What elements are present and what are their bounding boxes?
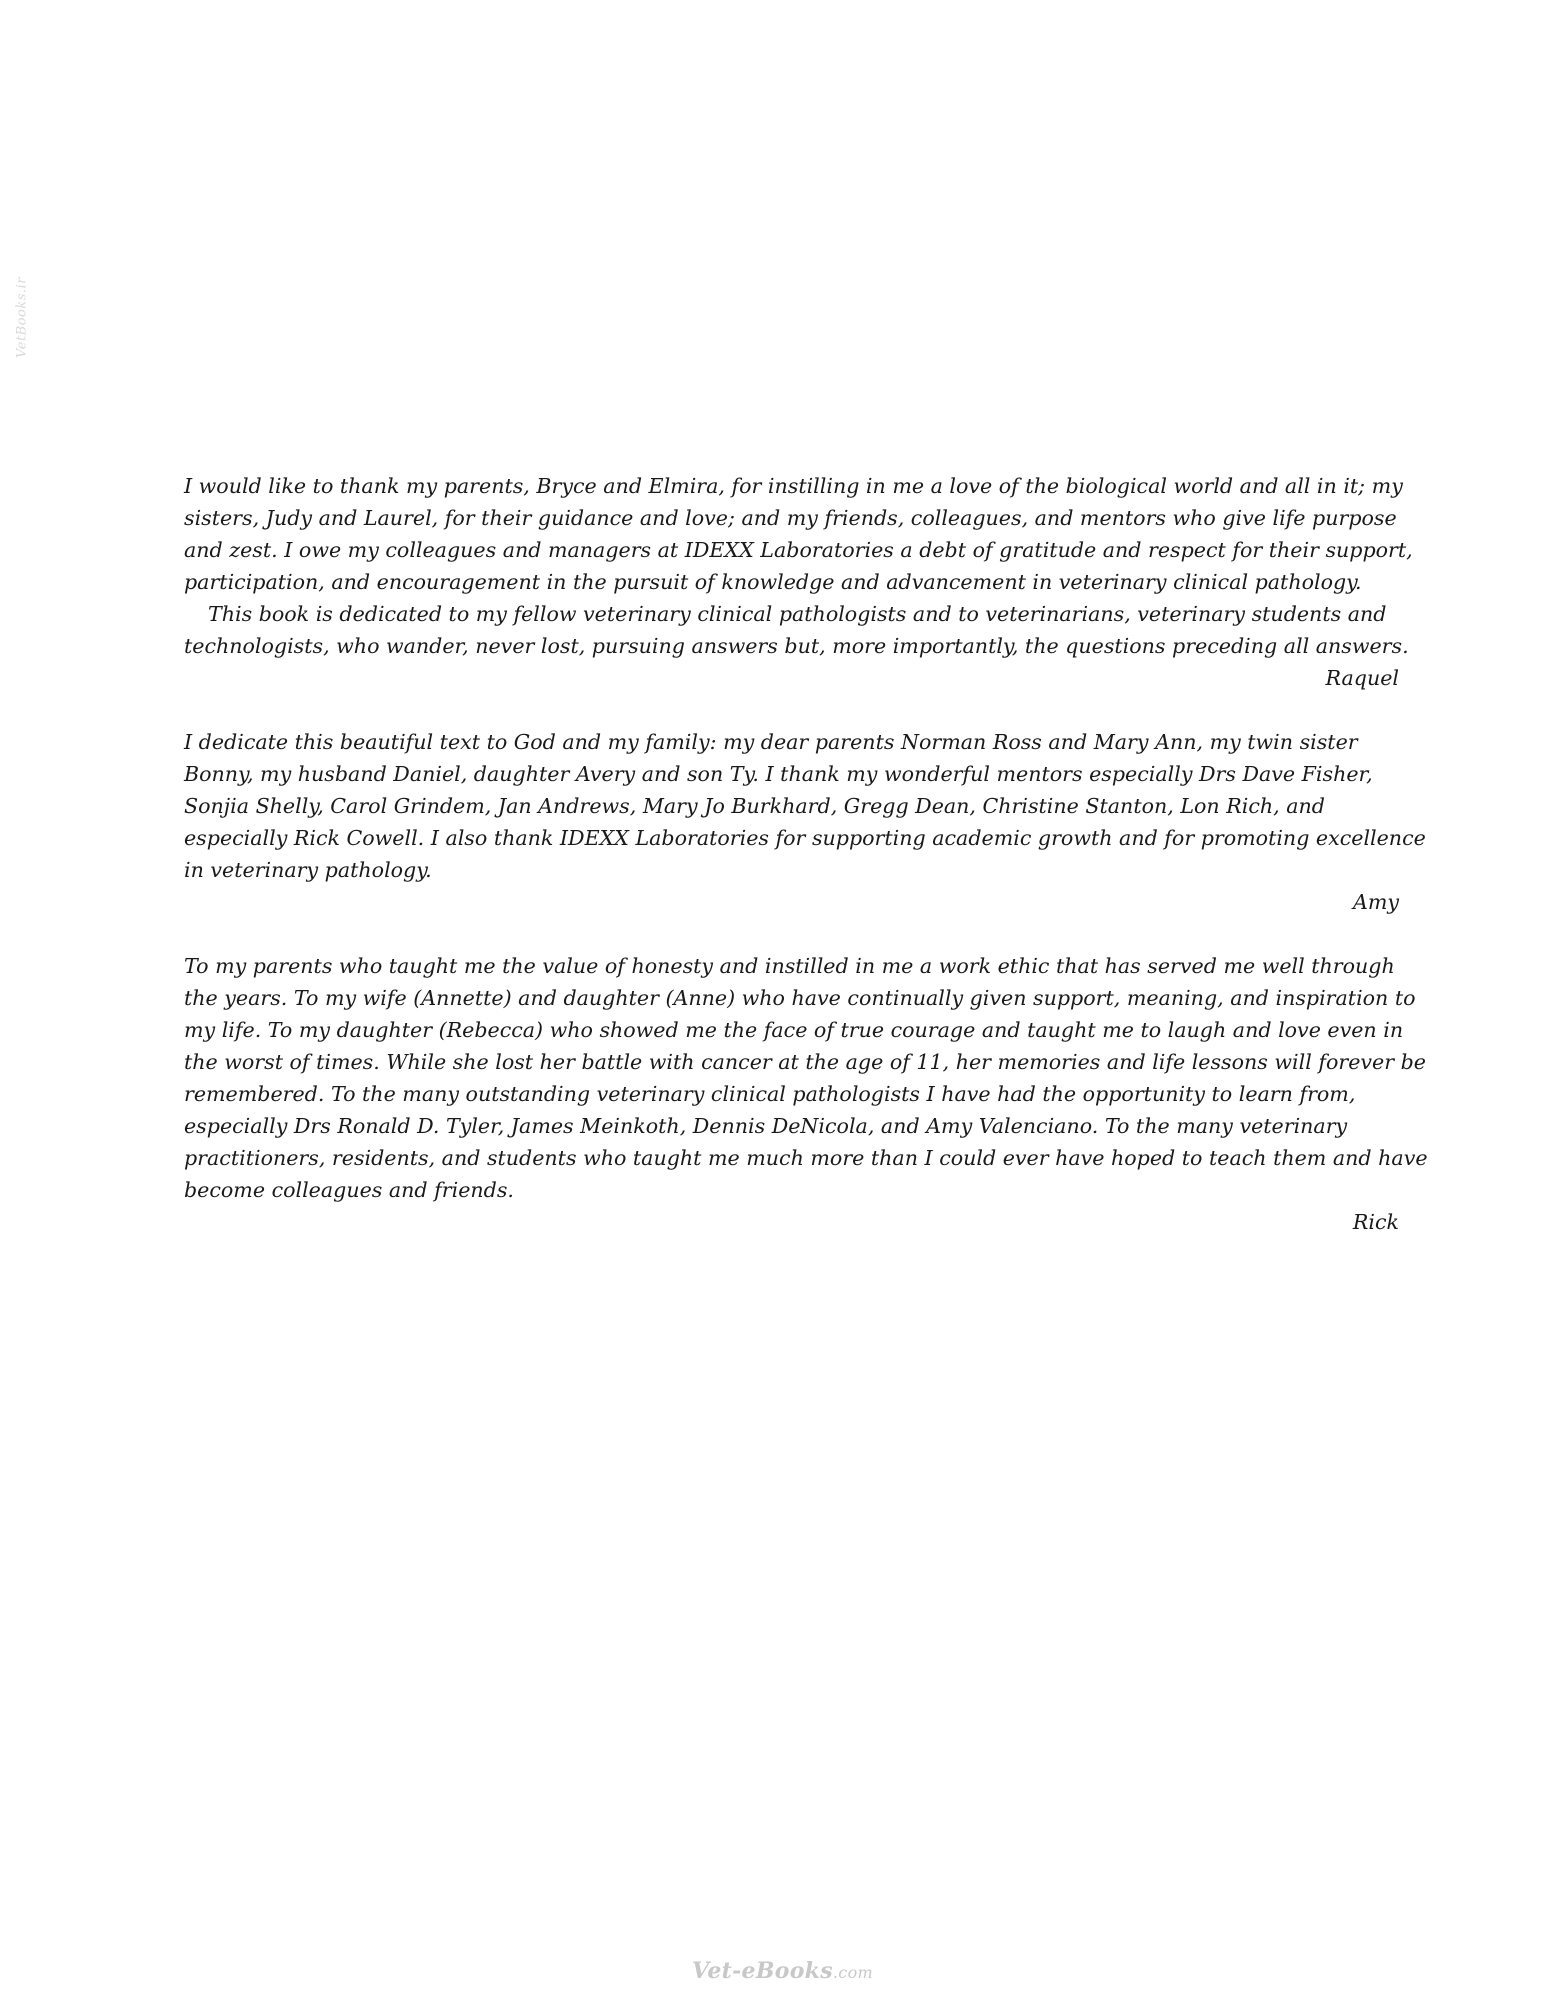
- dedication-amy: [184, 726, 1429, 918]
- footer-watermark-suffix: .com: [832, 1963, 873, 1982]
- dedication-raquel: [184, 470, 1429, 694]
- dedication-paragraph: I dedicate this beautiful text to God and my family: my dear parents Norman Ross and Mary Ann, my twin sister Bonny, my husband Daniel, daughter Avery and son Ty. I thank my wonderful mentors especially Drs Dave Fisher, Sonjia Shelly, Carol Grindem, Jan Andrews, Mary Jo Burkhard, Gregg Dean, Christine Stanton, Lon Rich, and especially Rick Cowell. I also thank IDEXX Laboratories for supporting academic growth and for promoting excellence in veterinary pathology.: [184, 730, 1426, 882]
- dedications-section: [184, 470, 1429, 1270]
- signature-raquel: Raquel: [1325, 666, 1399, 690]
- side-watermark: VetBooks.ir: [14, 277, 30, 358]
- dedication-paragraph: I would like to thank my parents, Bryce and Elmira, for instilling in me a love of the biological world and all in it; my sisters, Judy and Laurel, for their guidance and love; and my friends, colleagues, and mentors who give life purpose and zest. I owe my colleagues and managers at IDEXX Laboratories a debt of gratitude and respect for their support, participation, and encouragement in the pursuit of knowledge and advancement in veterinary clinical pathology.: [184, 474, 1413, 594]
- dedication-rick: [184, 950, 1429, 1238]
- signature-amy: Amy: [1352, 890, 1399, 914]
- footer-watermark-main: Vet-eBooks: [692, 1958, 833, 1984]
- signature-rick: Rick: [1352, 1210, 1399, 1234]
- dedication-paragraph: This book is dedicated to my fellow veterinary clinical pathologists and to veterinarians, veterinary students and technologists, who wander, never lost, pursuing answers but, more importantly, the questions preceding all answers.: [184, 602, 1409, 658]
- footer-watermark-logo: [0, 1958, 1565, 1984]
- dedication-paragraph: To my parents who taught me the value of honesty and instilled in me a work ethic that has served me well through the years. To my wife (Annette) and daughter (Anne) who have continually given support, meaning, and inspiration to my life. To my daughter (Rebecca) who showed me the face of true courage and taught me to laugh and love even in the worst of times. While she lost her battle with cancer at the age of 11, her memories and life lessons will forever be remembered. To the many outstanding veterinary clinical pathologists I have had the opportunity to learn from, especially Drs Ronald D. Tyler, James Meinkoth, Dennis DeNicola, and Amy Valenciano. To the many veterinary practitioners, residents, and students who taught me much more than I could ever have hoped to teach them and have become colleagues and friends.: [184, 954, 1428, 1202]
